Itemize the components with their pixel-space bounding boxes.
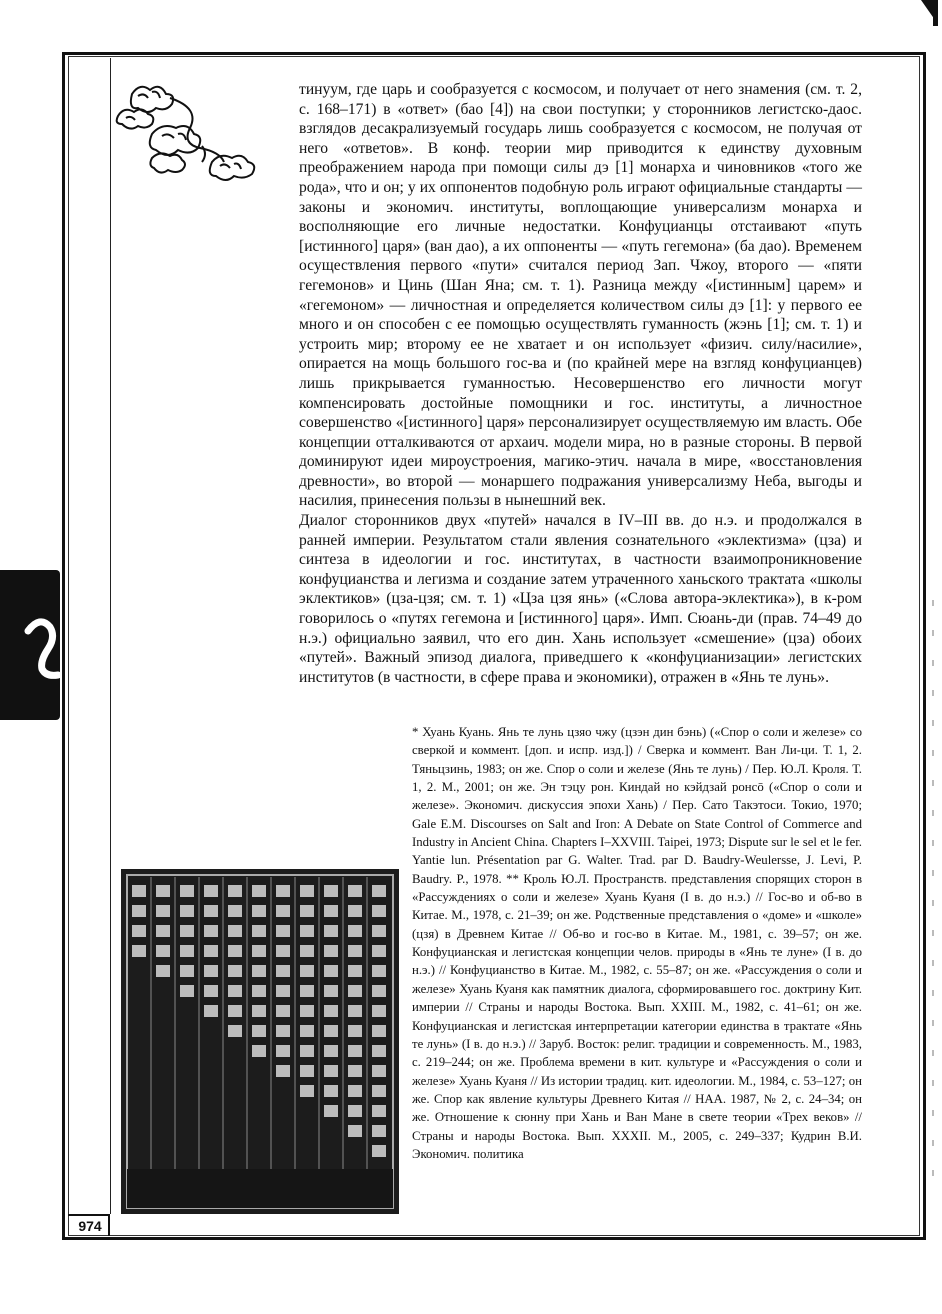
page-number: 974 [78, 1218, 102, 1234]
footnote-text: * Хуань Куань. Янь те лунь цзяо чжу (цзэн дин бэнь) («Спор о соли и железе» со сверкой и коммент. [доп. и испр. изд.]) / Сверка и коммент. Ван Ли-ци. Т. 1, 2. Тяньцзинь, 1983; он же. Спор о соли и железе (Янь те лунь) / Пер. Ю.Л. Кроля. Т. 1, 2. М., 2001; он же. Эн тэцу рон. Киндай но кэйдзай ронсō («Спор о соли и железе». Экономич. дискуссия эпохи Хань) / Пер. Сато Такэтоси. Токио, 1970; Gale E.M. Discourses on Salt and Iron: A Debate on State Control of Commerce and Industry in Ancient China. Chapters I–XXVIII. Taipei, 1973; Dispute sur le sel et le fer. Yantie lun. Présentation par G. Walter. Trad. par D. Baudry-Weulersse, J. Levi, P. Baudry. P., 1978. ** Кроль Ю.Л. Пространств. представления спорящих сторон в «Рассуждениях о соли и железе» Хуань Куаня (I в. до н.э.) // Гос-во и об-во в Китае. М., 1978, с. 21–39; он же. Родственные представления о «доме» и «школе» (цзя) в Древнем Китае // Об-во и гос-во в Китае. М., 1981, с. 39–57; он же. Конфуцианская и легистская концепции челов. природы в «Янь те луне» (I в. до н.э.) // Конфуцианство в Китае. М., 1982, с. 55–87; он же. «Рассуждения о соли и железе» Хуань Куаня как памятник диалога, сформировавшего гос. доктрину Кит. империи // Страны и народы Востока. Вып. XXIII. М., 1982, с. 41–61; он же. Конфуцианская и легистская интерпретации категории единства в трактате «Янь те лунь» (I в. до н.э.) // Заруб. Восток: религ. традиции и современность. М., 1983, с. 219–244; он же. Проблема времени в кит. культуре и «Рассуждения о соли и железе» Хуань Куаня // Из истории традиц. кит. идеологии. М., 1984, с. 53–127; он же. Спор как явление культуры Древнего Китая // НАА. 1987, № 2, с. 24–34; он же. Отношение к сюнну при Хань и Ван Мане в свете теории «Трех веков» // Страны и народы Востока. Вып. XXXII. М., 2005, с. 249–337; Кудрин В.И. Экономич. политика [412, 725, 862, 1161]
margin-rule [110, 58, 111, 1214]
corner-crop-tick [933, 0, 938, 26]
chinese-woodblock-page-image [121, 869, 399, 1214]
scan-edge-marks [932, 600, 934, 1200]
section-tab-letter [18, 605, 62, 685]
cloud-ornament-icon [112, 76, 272, 196]
main-paragraph: Диалог сторонников двух «путей» начался в IV–III вв. до н.э. и продолжался в ранней империи. Результатом стали явления сознательного «эклектизма» (цза) и синтеза в идеологии и гос. институтах, в частности взаимопроникновение конфуцианства и легизма и создание затем утраченного ханьского трактата «школы эклектиков» (цза-цзя; см. т. 1) «Цза цзя янь» («Слова автора-эклектика»), в к-ром говорилось о «путях гегемона и [истинного] царя». Имп. Сюань-ди (прав. 74–49 до н.э.) официально заявил, что его дин. Хань использует «смешение» (цза) обоих «путей». Важный эпизод диалога, приведшего к «конфуцианизации» легистских институтов (в частности, в сфере права и экономики), отражен в «Янь те лунь». [299, 512, 862, 686]
footnote-bibliography [412, 723, 862, 1163]
main-text-body [299, 80, 862, 687]
main-paragraph: тинуум, где царь и сообразуется с космосом, и получает от него знамения (см. т. 2, с. 168–171) в «ответ» (бао [4]) на свои поступки; у сторонников легистско-даос. взглядов десакрализуемый государь лишь сообразуется с космосом, не получая от него «ответов». В конф. теории мир приводится к единству духовным преображением народа при помощи силы дэ [1] монарха и чиновников «того же рода», что и он; у их оппонентов подобную роль играют официальные стандарты — законы и экономич. институты, воплощающие универсализм монарха и восполняющие его личные недостатки. Конфуцианцы отстаивают «путь [истинного] царя» (ван дао), а их оппоненты — «путь гегемона» (ба дао). Временем осуществления первого «пути» считался период Зап. Чжоу, второго — «пяти гегемонов» и Цинь (Шан Яна; см. т. 1). Разница между «[истинным] царем» и «гегемоном» — личностная и определяется количеством силы дэ [1]: у первого ее много и он способен с ее помощью осуществлять гуманность (жэнь [1]; см. т. 1) и устроить мир; второму ее не хватает и он использует «физич. силу/насилие», опирается на мощь большого гос-ва и (по крайней мере на взгляд конфуцианцев) лишь прикрывается гуманностью. Несовершенство его личности могут компенсировать достойные помощники и гос. институты, а личностное совершенство «[истинного] царя» персонализирует осуществляемую им власть. Обе концепции отталкиваются от архаич. модели мира, но в разные стороны. В первой доминируют идеи мироустроения, магико-этич. начала в мире, «восстановления древности», во второй — монаршего подражания универсализму Неба, выгоды и насилия, принесения пользы в нынешний век. [299, 81, 862, 510]
